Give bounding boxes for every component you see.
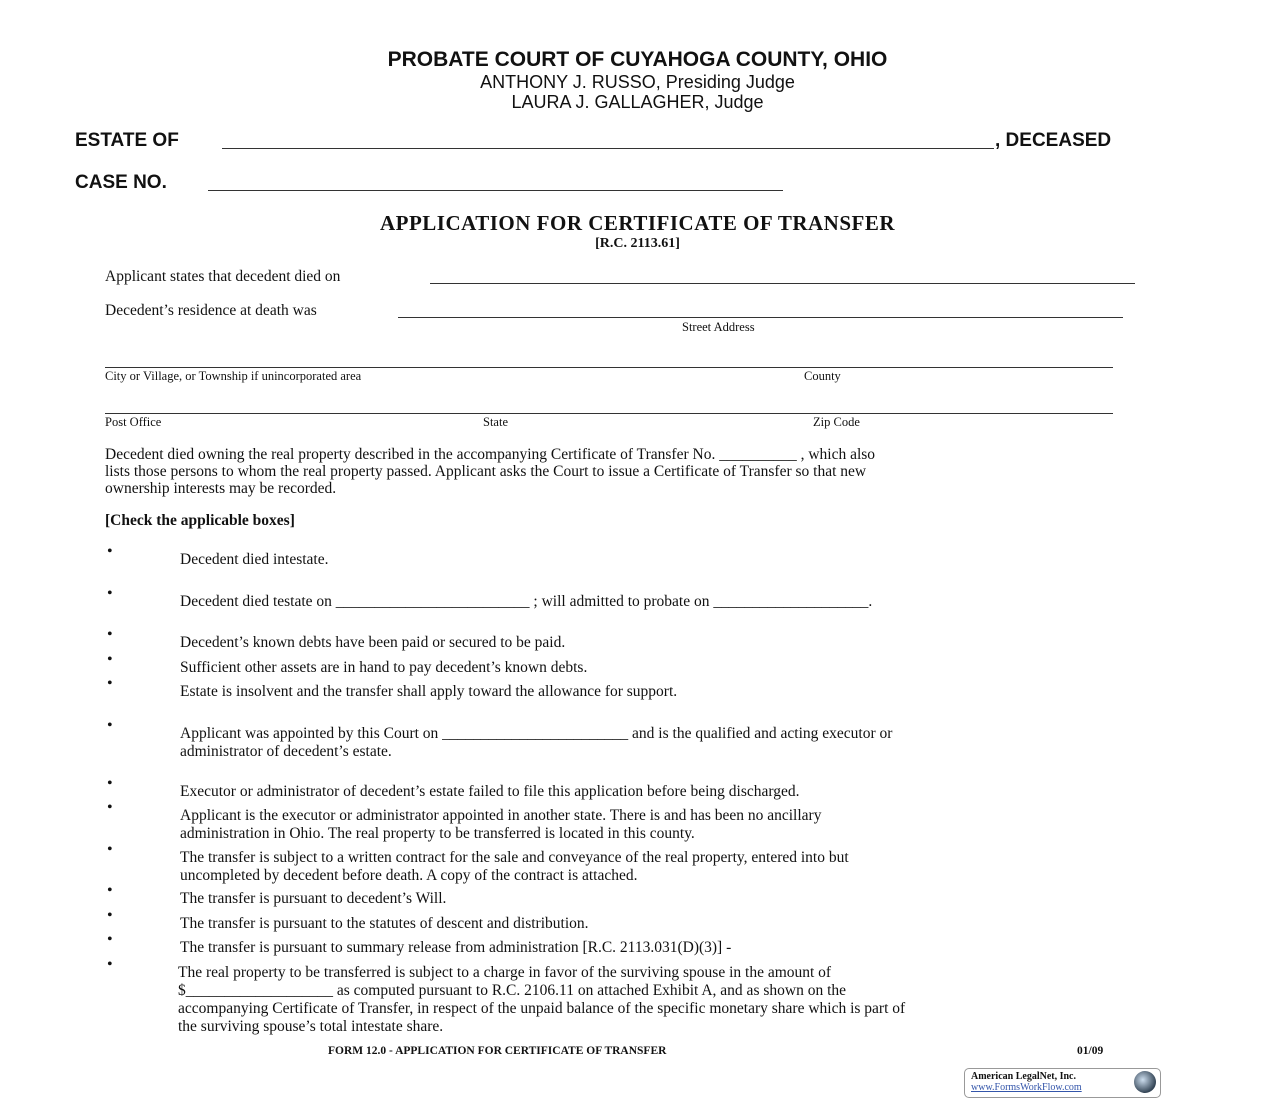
case-no-label: CASE NO. — [75, 172, 167, 193]
post-office-caption: Post Office — [105, 415, 162, 429]
post-office-state-zip-field[interactable] — [105, 413, 1113, 414]
presiding-judge: ANTHONY J. RUSSO, Presiding Judge — [480, 72, 795, 92]
county-caption: County — [804, 369, 841, 383]
case-no-field[interactable] — [208, 190, 783, 191]
american-legalnet-logo[interactable] — [964, 1068, 1161, 1098]
check-item — [180, 939, 1160, 957]
checkbox-bullet[interactable]: • — [107, 907, 113, 924]
check-item-line: The transfer is pursuant to summary release from administration [R.C. 2113.031(D)(3)] - — [180, 939, 732, 956]
logo-name: American LegalNet, Inc. — [971, 1071, 1076, 1082]
check-item — [180, 551, 1160, 569]
check-item — [180, 634, 1160, 652]
checkbox-bullet[interactable]: • — [107, 841, 113, 858]
estate-name-field[interactable] — [222, 148, 994, 149]
street-address-caption: Street Address — [682, 320, 755, 334]
checkbox-bullet[interactable]: • — [107, 931, 113, 948]
check-item-line: Decedent died intestate. — [180, 551, 329, 568]
checkbox-bullet[interactable]: • — [107, 626, 113, 643]
check-item-line: The transfer is pursuant to decedent’s Will. — [180, 890, 447, 907]
check-item-line: Decedent died testate on _________________________ ; will admitted to probate on ____________________. — [180, 593, 873, 610]
check-item-line: accompanying Certificate of Transfer, in respect of the unpaid balance of the specific monetary share which is part of — [178, 1000, 906, 1017]
checkbox-bullet[interactable]: • — [107, 651, 113, 668]
check-item — [180, 683, 1160, 701]
died-on-label: Applicant states that decedent died on — [105, 268, 341, 285]
paragraph-line: Decedent died owning the real property described in the accompanying Certificate of Transfer No. __________ , which also — [105, 446, 876, 463]
check-item-line: administration in Ohio. The real property to be transferred is located in this county. — [180, 825, 695, 842]
check-item — [180, 725, 1160, 761]
checkbox-bullet[interactable]: • — [107, 675, 113, 692]
street-address-field[interactable] — [398, 317, 1123, 318]
check-item-line: The transfer is pursuant to the statutes of descent and distribution. — [180, 915, 589, 932]
check-item-line: The transfer is subject to a written contract for the sale and conveyance of the real property, entered into but — [180, 849, 849, 866]
check-item-line: The real property to be transferred is subject to a charge in favor of the surviving spouse in the amount of — [178, 964, 832, 981]
check-item-line: Applicant is the executor or administrator appointed in another state. There is and has been no ancillary — [180, 807, 822, 824]
checkbox-bullet[interactable]: • — [107, 799, 113, 816]
checkbox-bullet[interactable]: • — [107, 956, 113, 973]
checkbox-bullet[interactable]: • — [107, 882, 113, 899]
check-item-line: Estate is insolvent and the transfer shall apply toward the allowance for support. — [180, 683, 678, 700]
check-item — [180, 659, 1160, 677]
check-boxes-heading: [Check the applicable boxes] — [105, 512, 295, 529]
check-item-line: the surviving spouse’s total intestate share. — [178, 1018, 444, 1035]
estate-label: ESTATE OF — [75, 130, 179, 151]
state-caption: State — [483, 415, 508, 429]
check-item — [180, 807, 1160, 843]
transfer-paragraph — [105, 446, 1165, 497]
check-item — [180, 783, 1160, 801]
check-item-line: Applicant was appointed by this Court on ________________________ and is the qualified and acting executor or — [180, 725, 893, 742]
checkbox-bullet[interactable]: • — [107, 717, 113, 734]
form-title: APPLICATION FOR CERTIFICATE OF TRANSFER — [379, 211, 896, 235]
checkbox-bullet[interactable]: • — [107, 585, 113, 602]
checkbox-bullet[interactable]: • — [107, 775, 113, 792]
date-of-death-field[interactable] — [430, 283, 1135, 284]
checkbox-bullet[interactable]: • — [107, 543, 113, 560]
paragraph-line: lists those persons to whom the real property passed. Applicant asks the Court to issue a Certificate of Transfer so that new — [105, 463, 867, 480]
check-item-line: Executor or administrator of decedent’s estate failed to file this application before being discharged. — [180, 783, 800, 800]
paragraph-line: ownership interests may be recorded. — [105, 480, 337, 497]
court-name: PROBATE COURT OF CUYAHOGA COUNTY, OHIO — [387, 48, 888, 71]
check-item-line: Decedent’s known debts have been paid or secured to be paid. — [180, 634, 566, 651]
form-number: FORM 12.0 - APPLICATION FOR CERTIFICATE OF TRANSFER — [328, 1045, 667, 1057]
globe-icon — [1134, 1071, 1156, 1093]
check-item-line: administrator of decedent’s estate. — [180, 743, 392, 760]
check-item — [180, 849, 1160, 885]
check-item — [180, 890, 1160, 908]
check-item — [178, 964, 1158, 1036]
form-date: 01/09 — [1077, 1045, 1104, 1057]
check-item-line: Sufficient other assets are in hand to pay decedent’s known debts. — [180, 659, 588, 676]
logo-url[interactable]: www.FormsWorkFlow.com — [971, 1082, 1082, 1093]
deceased-label: , DECEASED — [995, 130, 1112, 151]
residence-label: Decedent’s residence at death was — [105, 302, 317, 319]
check-item-line: $___________________ as computed pursuant to R.C. 2106.11 on attached Exhibit A, and as shown on the — [178, 982, 847, 999]
zip-caption: Zip Code — [813, 415, 860, 429]
check-item-line: uncompleted by decedent before death. A copy of the contract is attached. — [180, 867, 638, 884]
city-county-field[interactable] — [105, 367, 1113, 368]
check-item — [180, 593, 1160, 611]
city-caption: City or Village, or Township if unincorporated area — [105, 369, 362, 383]
check-item — [180, 915, 1160, 933]
citation: [R.C. 2113.61] — [595, 236, 680, 251]
judge: LAURA J. GALLAGHER, Judge — [511, 92, 764, 112]
